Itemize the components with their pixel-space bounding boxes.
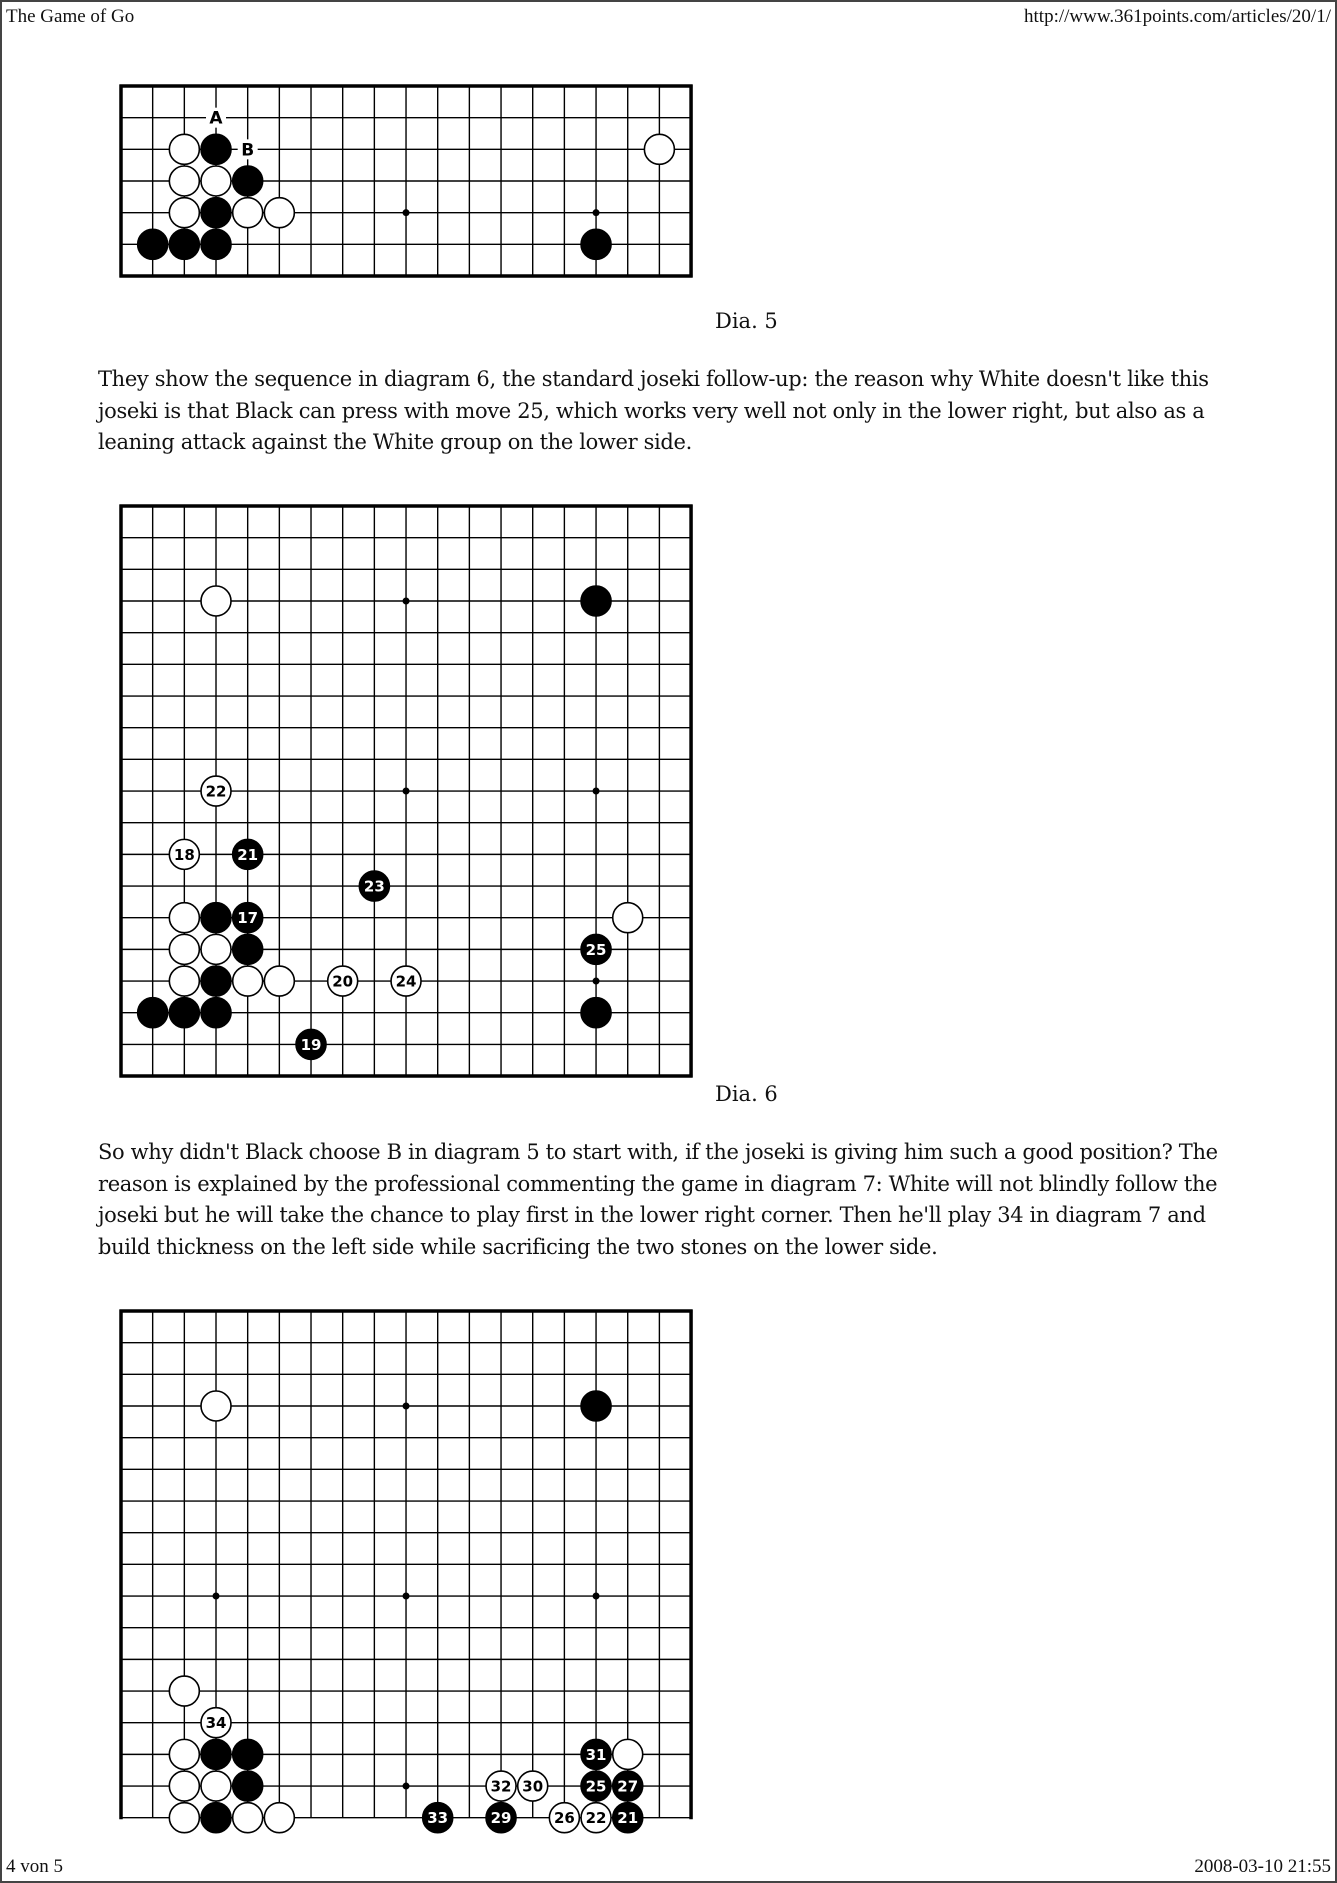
star-point bbox=[403, 1403, 410, 1410]
go-diagram-5 bbox=[0, 80, 720, 316]
paragraph-1: They show the sequence in diagram 6, the standard joseki follow-up: the reason why White doesn't like this joseki is that Black can press with move 25, which works very well not only in the lower right, but also as a leaning attack against the White group on the lower side. bbox=[98, 367, 1209, 454]
white-stone bbox=[264, 1803, 294, 1833]
move-number: 30 bbox=[522, 1777, 544, 1796]
black-stone bbox=[201, 998, 231, 1028]
black-stone bbox=[138, 229, 168, 259]
star-point bbox=[593, 209, 600, 216]
white-stone bbox=[264, 966, 294, 996]
black-stone bbox=[581, 586, 611, 616]
move-number: 34 bbox=[205, 1714, 227, 1733]
black-stone bbox=[201, 1739, 231, 1769]
star-point bbox=[403, 1593, 410, 1600]
star-point bbox=[593, 788, 600, 795]
caption-dia-6: Dia. 6 bbox=[715, 1082, 778, 1106]
white-stone bbox=[613, 903, 643, 933]
white-stone bbox=[233, 966, 263, 996]
star-point bbox=[213, 1593, 220, 1600]
move-number: 22 bbox=[585, 1809, 607, 1828]
move-number: 24 bbox=[395, 972, 417, 991]
white-stone bbox=[169, 1771, 199, 1801]
white-stone bbox=[169, 934, 199, 964]
star-point bbox=[593, 1593, 600, 1600]
white-stone bbox=[169, 166, 199, 196]
go-diagram-6 bbox=[0, 500, 720, 1090]
move-number: 20 bbox=[332, 972, 354, 991]
black-stone bbox=[169, 998, 199, 1028]
caption-dia-5: Dia. 5 bbox=[715, 309, 778, 333]
white-stone bbox=[169, 966, 199, 996]
black-stone bbox=[233, 934, 263, 964]
black-stone bbox=[201, 229, 231, 259]
page-number: 4 von 5 bbox=[6, 1856, 63, 1877]
black-stone bbox=[169, 229, 199, 259]
star-point bbox=[403, 598, 410, 605]
move-number: 27 bbox=[617, 1777, 639, 1796]
white-stone bbox=[264, 198, 294, 228]
black-stone bbox=[581, 229, 611, 259]
white-stone bbox=[201, 166, 231, 196]
move-number: 25 bbox=[585, 940, 607, 959]
move-number: 22 bbox=[205, 782, 227, 801]
black-stone bbox=[581, 1391, 611, 1421]
black-stone bbox=[233, 1739, 263, 1769]
move-number: 26 bbox=[553, 1809, 575, 1828]
black-stone bbox=[201, 966, 231, 996]
move-number: 18 bbox=[173, 845, 195, 864]
go-diagram-7 bbox=[0, 1305, 720, 1828]
star-point bbox=[593, 978, 600, 985]
point-mark-b: B bbox=[241, 140, 255, 161]
white-stone bbox=[169, 1739, 199, 1769]
white-stone bbox=[201, 1391, 231, 1421]
white-stone bbox=[169, 1803, 199, 1833]
star-point bbox=[403, 788, 410, 795]
star-point bbox=[403, 1783, 410, 1790]
black-stone bbox=[201, 198, 231, 228]
move-number: 32 bbox=[490, 1777, 512, 1796]
white-stone bbox=[233, 1803, 263, 1833]
white-stone bbox=[613, 1739, 643, 1769]
black-stone bbox=[201, 1803, 231, 1833]
white-stone bbox=[169, 134, 199, 164]
white-stone bbox=[169, 198, 199, 228]
move-number: 23 bbox=[363, 877, 385, 896]
move-number: 21 bbox=[617, 1809, 639, 1828]
white-stone bbox=[169, 903, 199, 933]
white-stone bbox=[201, 1771, 231, 1801]
white-stone bbox=[644, 134, 674, 164]
black-stone bbox=[201, 134, 231, 164]
paragraph-2: So why didn't Black choose B in diagram 5 to start with, if the joseki is giving him such a good position? The reason is explained by the professional commenting the game in diagram 7: White will not blindly follow the joseki but he will take the chance to play first in the lower right corner. Then he'll play 34 in diagram 7 and build thickness on the left side while sacrificing the two stones on the lower side. bbox=[98, 1140, 1218, 1259]
move-number: 29 bbox=[490, 1809, 512, 1828]
page-url[interactable]: http://www.361points.com/articles/20/1/ bbox=[1024, 6, 1331, 27]
move-number: 21 bbox=[237, 845, 259, 864]
move-number: 19 bbox=[300, 1035, 322, 1054]
white-stone bbox=[169, 1676, 199, 1706]
black-stone bbox=[138, 998, 168, 1028]
move-number: 17 bbox=[237, 909, 259, 928]
white-stone bbox=[201, 586, 231, 616]
black-stone bbox=[581, 998, 611, 1028]
star-point bbox=[403, 209, 410, 216]
page-title: The Game of Go bbox=[6, 6, 135, 27]
point-mark-a: A bbox=[209, 108, 223, 129]
move-number: 31 bbox=[585, 1745, 607, 1764]
black-stone bbox=[201, 903, 231, 933]
black-stone bbox=[233, 1771, 263, 1801]
white-stone bbox=[233, 198, 263, 228]
black-stone bbox=[233, 166, 263, 196]
white-stone bbox=[201, 934, 231, 964]
print-datetime: 2008-03-10 21:55 bbox=[1194, 1856, 1331, 1877]
move-number: 25 bbox=[585, 1777, 607, 1796]
move-number: 33 bbox=[427, 1809, 449, 1828]
